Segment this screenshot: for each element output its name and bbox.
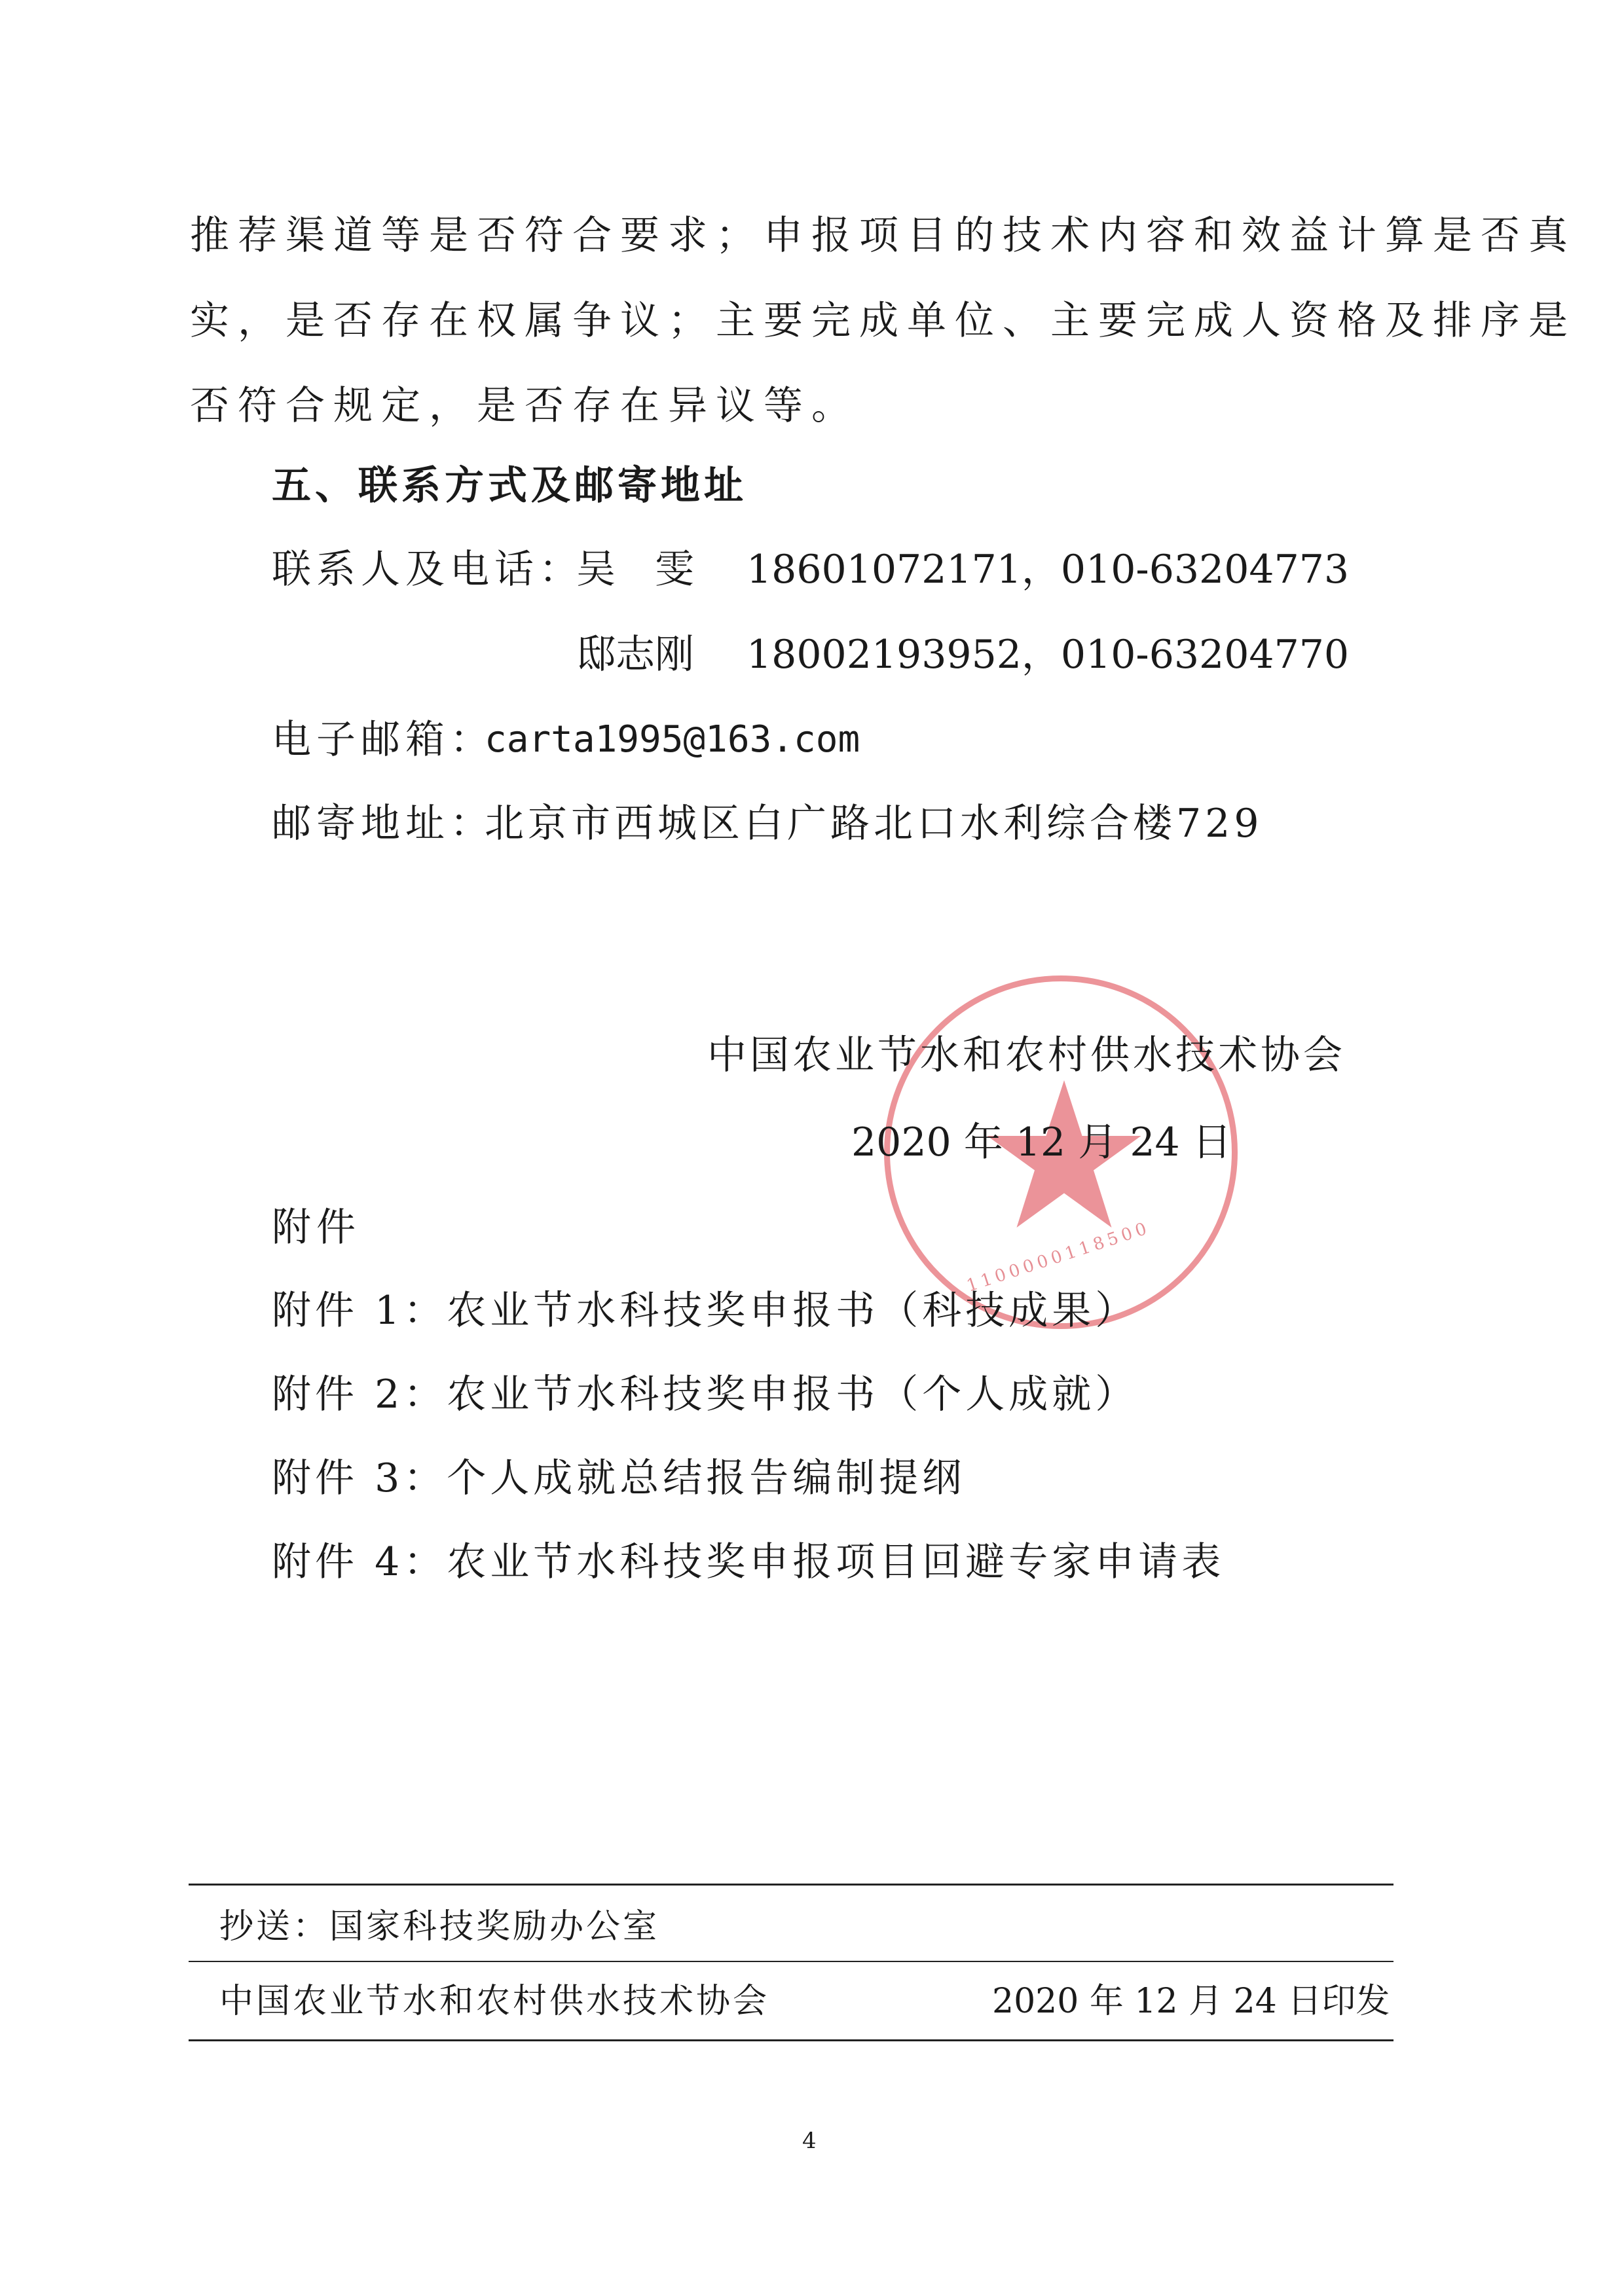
contact2-phone: 18002193952，010-63204770 [747, 632, 1350, 678]
issue-date: 2020 年 12 月 24 日印发 [992, 1982, 1390, 2021]
signing-date: 2020 年 12 月 24 日 [851, 1120, 1232, 1165]
attachment-1: 附件 1：农业节水科技奖申报书（科技成果） [272, 1288, 1139, 1334]
footer-middle-rule [189, 1961, 1393, 1962]
footer-bottom-rule [189, 2039, 1393, 2041]
contact2-name: 邸志刚 [576, 632, 694, 678]
page-number: 4 [802, 2128, 817, 2154]
attachment-2: 附件 2：农业节水科技奖申报书（个人成就） [272, 1372, 1139, 1417]
issuer-line: 中国农业节水和农村供水技术协会 [219, 1982, 770, 2021]
email-label: 电子邮箱： [272, 717, 494, 763]
paragraph-line-3: 否符合规定，是否存在异议等。 [190, 383, 859, 429]
paragraph-line-2: 实，是否存在权属争议；主要完成单位、主要完成人资格及排序是 [190, 298, 1576, 344]
attachment-3: 附件 3：个人成就总结报告编制提纲 [272, 1455, 966, 1501]
contact1-name: 吴 雯 [576, 547, 694, 592]
seal-code: 1100000118500 [964, 1218, 1153, 1296]
contact1-phone: 18601072171，010-63204773 [747, 547, 1350, 592]
paragraph-line-1: 推荐渠道等是否符合要求；申报项目的技术内容和效益计算是否真 [190, 213, 1576, 259]
attachments-title: 附件 [272, 1205, 361, 1250]
attachment-4: 附件 4：农业节水科技奖申报项目回避专家申请表 [272, 1539, 1225, 1585]
section-heading-contact: 五、联系方式及邮寄地址 [272, 463, 747, 509]
address-label: 邮寄地址： [272, 801, 494, 847]
mailing-address: 北京市西城区白广路北口水利综合楼729 [485, 801, 1263, 847]
contact-label: 联系人及电话： [272, 547, 583, 592]
footer-top-rule [189, 1884, 1393, 1886]
signing-organization: 中国农业节水和农村供水技术协会 [707, 1032, 1346, 1078]
email-link[interactable]: carta1995@163.com [485, 718, 860, 761]
cc-line: 抄送：国家科技奖励办公室 [219, 1907, 660, 1946]
